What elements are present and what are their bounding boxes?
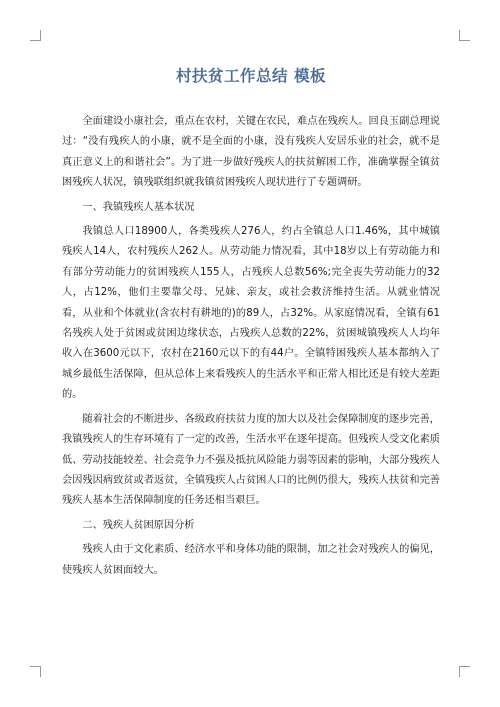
section-heading-poverty-causes: 二、残疾人贫困原因分析 xyxy=(82,519,195,531)
intro-paragraph: 全面建设小康社会，重点在农村，关键在农民，难点在残疾人。回良玉副总理说过：“没有残疾人的小康，就不是全面的小康，没有残疾人安居乐业的社会，就不是真正意义上的和谐社会”。为了进一步做好残疾人的扶贫解困工作，准确掌握全镇贫困残疾人状况，镇残联组织就我镇贫困残疾人现状进行了专题调研。 xyxy=(62,116,440,189)
section-heading-basic-status: 一、我镇残疾人基本状况 xyxy=(82,201,195,213)
corner-mark-bottom-left xyxy=(30,666,41,677)
document-page xyxy=(62,64,440,585)
corner-mark-top-right xyxy=(459,30,470,41)
document-title: 村扶贫工作总结 模板 xyxy=(176,67,326,85)
progress-paragraph: 随着社会的不断进步、各级政府扶贫力度的加大以及社会保障制度的逐步完善，我镇残疾人的生存环境有了一定的改善，生活水平在逐年提高。但残疾人受文化素质低、劳动技能较差、社会竞争力不强及抵抗风险能力弱等因素的影响，大部分残疾人会因残因病致贫或者返贫，全镇残疾人占贫困人口的比例仍很大，残疾人扶贫和完善残疾人基本生活保障制度的任务还相当艰巨。 xyxy=(62,413,440,507)
corner-mark-bottom-right xyxy=(459,666,470,677)
poverty-causes-paragraph: 残疾人由于文化素质、经济水平和身体功能的限制，加之社会对残疾人的偏见，使残疾人贫困面较大。 xyxy=(62,544,440,576)
corner-mark-top-left xyxy=(30,30,41,41)
basic-status-paragraph: 我镇总人口18900人，各类残疾人276人，约占全镇总人口1.46%，其中城镇残疾人14人，农村残疾人262人。从劳动能力情况看，其中18岁以上有劳动能力和有部分劳动能力的贫困残疾人155人，占残疾人总数56%;完全丧失劳动能力的32人，占12%，他们主要靠父母、兄妹、亲友，或社会救济维持生活。从就业情况看，从业和个体就业(含农村有耕地的)的89人，占32%。从家庭情况看，全镇有61名残疾人处于贫困或贫困边缘状态，占残疾人总数的22%，贫困城镇残疾人人均年收入在3600元以下，农村在2160元以下的有44户。全镇特困残疾人基本都纳入了城乡最低生活保障，但从总体上来看残疾人的生活水平和正常人相比还是有较大差距的。 xyxy=(62,226,440,401)
